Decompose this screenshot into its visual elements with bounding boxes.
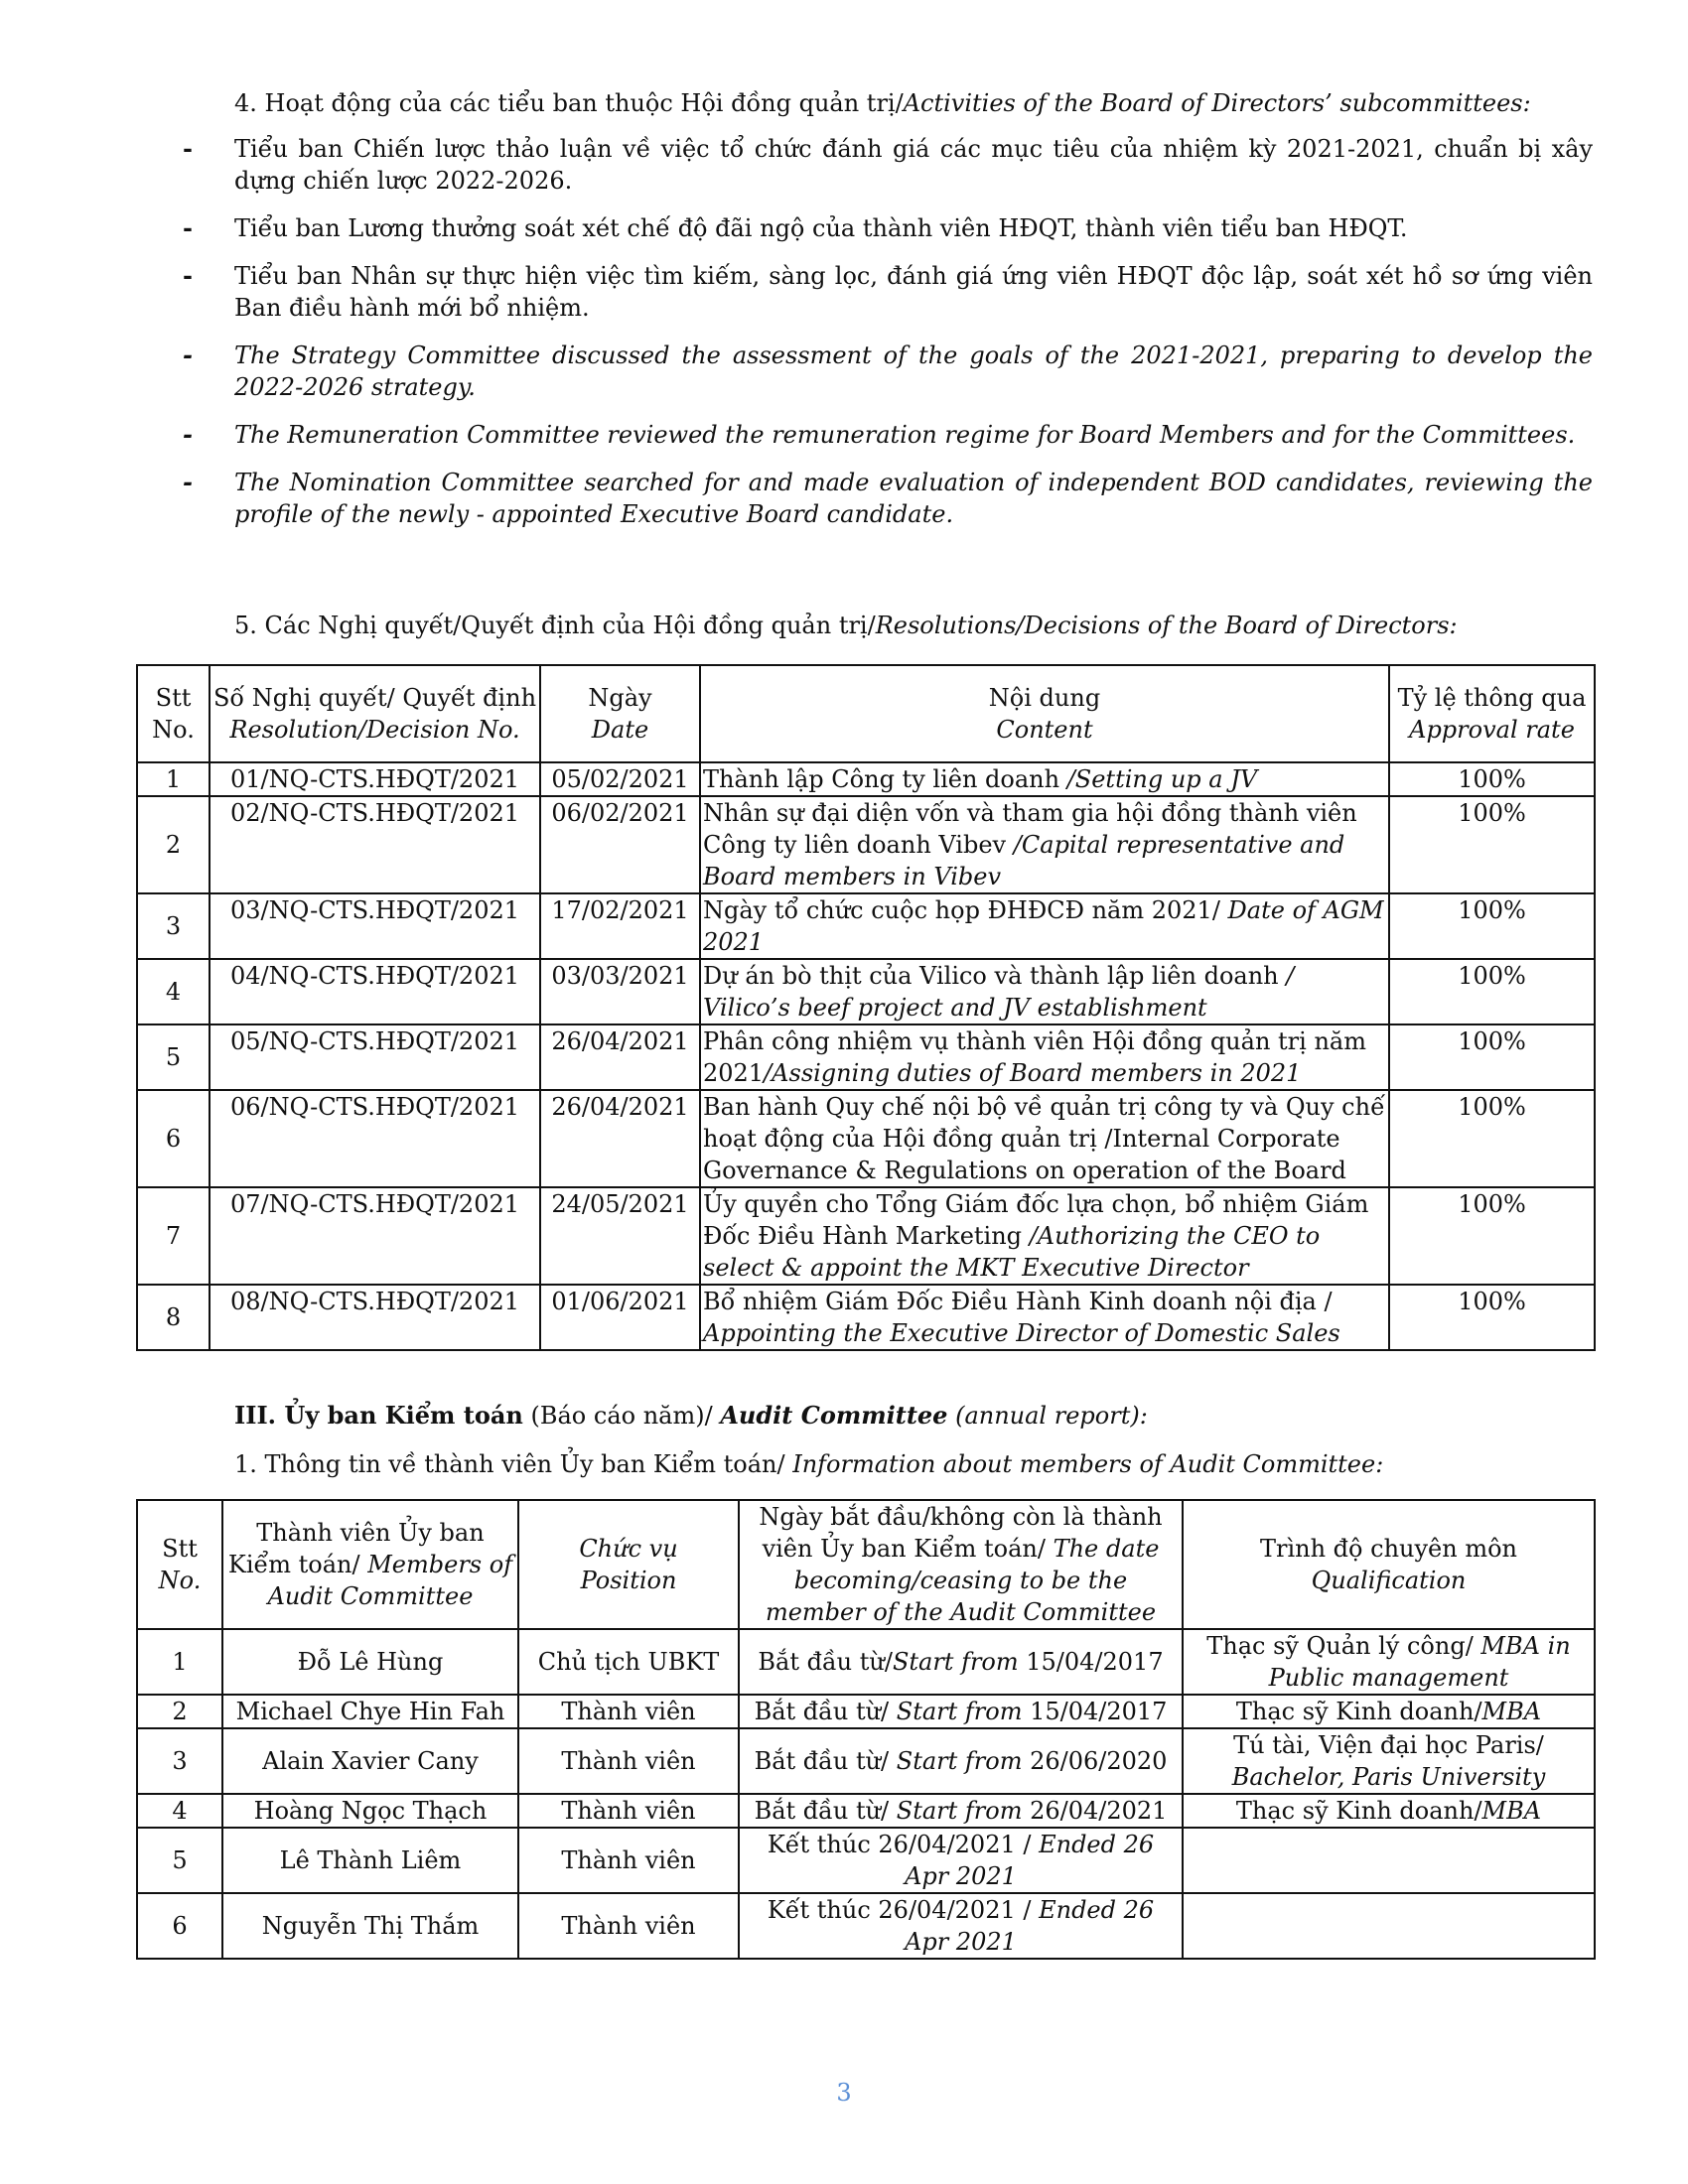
table-row: 5 05/NQ-CTS.HĐQT/2021 26/04/2021 Phân công nhiệm vụ thành viên Hội đồng quản trị năm 2021/Assigning duties of Board members in 2021 100%	[137, 1024, 1595, 1090]
table-row: 3 03/NQ-CTS.HĐQT/2021 17/02/2021 Ngày tổ chức cuộc họp ĐHĐCĐ năm 2021/ Date of AGM 2021 100%	[137, 893, 1595, 959]
table-header-row	[137, 665, 1595, 762]
page-number: 3	[836, 2079, 852, 2107]
table-row: 6 Nguyễn Thị Thắm Thành viên Kết thúc 26/04/2021 / Ended 26 Apr 2021	[137, 1893, 1595, 1959]
list-item: - Tiểu ban Nhân sự thực hiện việc tìm kiếm, sàng lọc, đánh giá ứng viên HĐQT độc lập, soát xét hồ sơ ứng viên Ban điều hành mới bổ nhiệm.	[183, 261, 1593, 322]
header-qualification: Trình độ chuyên môn Qualification	[1183, 1500, 1595, 1629]
table-row: 4 04/NQ-CTS.HĐQT/2021 03/03/2021 Dự án bò thịt của Vilico và thành lập liên doanh / Vilico’s beef project and JV establishment 100%	[137, 959, 1595, 1024]
list-item: - The Nomination Committee searched for and made evaluation of independent BOD candidates, reviewing the profile of the newly - appointed Executive Board candidate.	[183, 468, 1593, 528]
table-row: 5 Lê Thành Liêm Thành viên Kết thúc 26/04/2021 / Ended 26 Apr 2021	[137, 1828, 1595, 1893]
header-content: Nội dung Content	[700, 665, 1389, 762]
table-row: 2 02/NQ-CTS.HĐQT/2021 06/02/2021 Nhân sự đại diện vốn và tham gia hội đồng thành viên Công ty liên doanh Vibev /Capital representative and Board members in Vibev 100%	[137, 796, 1595, 893]
header-position: Chức vụ Position	[518, 1500, 739, 1629]
header-stt: Stt No.	[137, 665, 210, 762]
subcommittee-activities-list	[183, 133, 1593, 546]
list-item: - Tiểu ban Chiến lược thảo luận về việc tổ chức đánh giá các mục tiêu của nhiệm kỳ 2021-2021, chuẩn bị xây dựng chiến lược 2022-2026.	[183, 134, 1593, 195]
table-header-row	[137, 1500, 1595, 1629]
list-item: - Tiểu ban Lương thưởng soát xét chế độ đãi ngộ của thành viên HĐQT, thành viên tiểu ban HĐQT.	[183, 213, 1408, 242]
header-date: Ngày Date	[540, 665, 700, 762]
section-5-heading	[234, 610, 1458, 641]
table-row: 1 Đỗ Lê Hùng Chủ tịch UBKT Bắt đầu từ/Start from 15/04/2017 Thạc sỹ Quản lý công/ MBA in Public management	[137, 1629, 1595, 1695]
resolutions-table	[136, 664, 1596, 1351]
table-row: 3 Alain Xavier Cany Thành viên Bắt đầu từ/ Start from 26/06/2020 Tú tài, Viện đại học Paris/ Bachelor, Paris University	[137, 1728, 1595, 1794]
section-5-heading-vi: 5. Các Nghị quyết/Quyết định của Hội đồng quản trị/	[234, 612, 876, 639]
section-4-heading-en: Activities of the Board of Directors’ subcommittees:	[903, 89, 1531, 117]
header-resolution-no: Số Nghị quyết/ Quyết định Resolution/Decision No.	[210, 665, 540, 762]
table-row: 1 01/NQ-CTS.HĐQT/2021 05/02/2021 Thành lập Công ty liên doanh /Setting up a JV 100%	[137, 762, 1595, 796]
list-item: - The Strategy Committee discussed the assessment of the goals of the 2021-2021, preparing to develop the 2022-2026 strategy.	[183, 341, 1593, 401]
header-stt: Stt No.	[137, 1500, 222, 1629]
header-member: Thành viên Ủy ban Kiểm toán/ Members of Audit Committee	[222, 1500, 518, 1629]
audit-committee-table	[136, 1499, 1596, 1960]
section-4-heading-vi: 4. Hoạt động của các tiểu ban thuộc Hội đồng quản trị/	[234, 89, 904, 117]
header-membership-date: Ngày bắt đầu/không còn là thành viên Ủy ban Kiểm toán/ The date becoming/ceasing to be the member of the Audit Committee	[739, 1500, 1183, 1629]
audit-committee-title: III. Ủy ban Kiểm toán (Báo cáo năm)/ Audit Committee (annual report):	[234, 1401, 1148, 1430]
audit-committee-subheading: 1. Thông tin về thành viên Ủy ban Kiểm toán/ Information about members of Audit Committee:	[234, 1450, 1384, 1478]
table-row: 2 Michael Chye Hin Fah Thành viên Bắt đầu từ/ Start from 15/04/2017 Thạc sỹ Kinh doanh/MBA	[137, 1695, 1595, 1728]
section-5-heading-en: Resolutions/Decisions of the Board of Directors:	[875, 612, 1458, 639]
table-row: 6 06/NQ-CTS.HĐQT/2021 26/04/2021 Ban hành Quy chế nội bộ về quản trị công ty và Quy chế hoạt động của Hội đồng quản trị /Internal Corporate Governance & Regulations on operation of the Board 100%	[137, 1090, 1595, 1187]
table-row: 4 Hoàng Ngọc Thạch Thành viên Bắt đầu từ/ Start from 26/04/2021 Thạc sỹ Kinh doanh/MBA	[137, 1794, 1595, 1828]
list-item: - The Remuneration Committee reviewed the remuneration regime for Board Members and for the Committees.	[183, 420, 1576, 449]
table-row: 8 08/NQ-CTS.HĐQT/2021 01/06/2021 Bổ nhiệm Giám Đốc Điều Hành Kinh doanh nội địa / Appointing the Executive Director of Domestic Sales 100%	[137, 1285, 1595, 1350]
table-row: 7 07/NQ-CTS.HĐQT/2021 24/05/2021 Ủy quyền cho Tổng Giám đốc lựa chọn, bổ nhiệm Giám Đốc Điều Hành Marketing /Authorizing the CEO to select & appoint the MKT Executive Director 100%	[137, 1187, 1595, 1285]
section-4-heading	[234, 87, 1531, 119]
header-approval-rate: Tỷ lệ thông qua Approval rate	[1389, 665, 1595, 762]
